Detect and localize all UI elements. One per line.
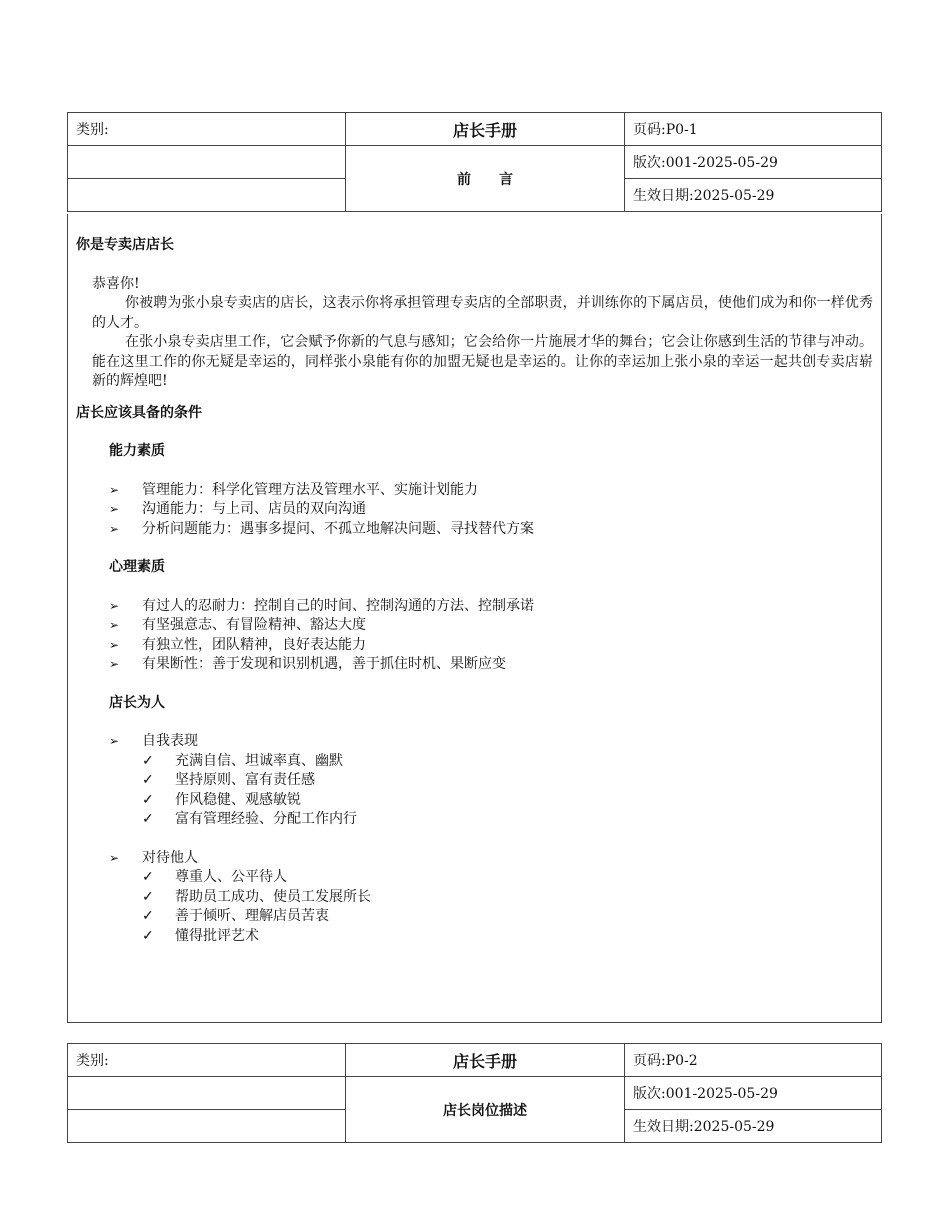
list-item: ➢ 分析问题能力：遇事多提问、不孤立地解决问题、寻找替代方案 <box>76 520 873 540</box>
arrow-bullet-icon: ➢ <box>109 618 120 632</box>
list-item: ✓ 作风稳健、观感敏锐 <box>76 791 873 811</box>
doc-title: 店长手册 <box>346 1044 625 1077</box>
check-bullet-icon: ✓ <box>142 869 154 885</box>
list-item: ➢ 管理能力：科学化管理方法及管理水平、实施计划能力 <box>76 481 873 501</box>
list-item: ✓ 善于倾听、理解店员苦衷 <box>76 907 873 927</box>
list-item: ✓ 懂得批评艺术 <box>76 927 873 947</box>
blank-cell <box>68 179 346 212</box>
blank-cell <box>68 146 346 179</box>
list-item: ➢ 自我表现 <box>76 732 873 752</box>
treating-others-list <box>76 868 873 946</box>
ability-list <box>76 481 873 540</box>
page2-header-table <box>67 1043 882 1143</box>
check-bullet-icon: ✓ <box>142 791 154 808</box>
list-item: ✓ 帮助员工成功、使员工发展所长 <box>76 888 873 908</box>
list-item: ➢ 有果断性：善于发现和识别机遇，善于抓住时机、果断应变 <box>76 655 873 675</box>
arrow-bullet-icon: ➢ <box>109 482 120 497</box>
check-bullet-icon: ✓ <box>142 811 154 827</box>
page-number: 页码:P0-2 <box>625 1044 882 1077</box>
arrow-bullet-icon: ➢ <box>109 657 120 671</box>
list-item: ➢ 有独立性，团队精神，良好表达能力 <box>76 636 873 656</box>
arrow-bullet-icon: ➢ <box>109 734 120 748</box>
personality-list-2 <box>76 849 873 869</box>
list-item: ➢ 有坚强意志、有冒险精神、豁达大度 <box>76 616 873 636</box>
arrow-bullet-icon: ➢ <box>109 598 120 613</box>
arrow-bullet-icon: ➢ <box>109 637 120 652</box>
doc-title: 店长手册 <box>346 113 625 146</box>
page1-content <box>76 236 873 946</box>
list-item: ✓ 充满自信、坦诚率真、幽默 <box>76 752 873 772</box>
subheading-ability: 能力素质 <box>109 443 165 459</box>
intro-paragraph-2: 在张小泉专卖店里工作，它会赋予你新的气息与感知；它会给你一片施展才华的舞台；它会让你感到生活的节律与冲动。能在这里工作的你无疑是幸运的，同样张小泉能有你的加盟无疑也是幸运的。让你的幸运加上张小泉的幸运一起共创专卖店崭新的辉煌吧! <box>92 334 873 389</box>
psychology-list <box>76 597 873 675</box>
self-presentation-list <box>76 752 873 830</box>
list-item: ✓ 富有管理经验、分配工作内行 <box>76 810 873 830</box>
list-item: ➢ 沟通能力：与上司、店员的双向沟通 <box>76 500 873 520</box>
list-item: ➢ 有过人的忍耐力：控制自己的时间、控制沟通的方法、控制承诺 <box>76 597 873 617</box>
section-title: 前 言 <box>346 146 625 212</box>
heading-store-manager: 你是专卖店店长 <box>76 237 174 253</box>
check-bullet-icon: ✓ <box>142 772 154 788</box>
list-item: ✓ 尊重人、公平待人 <box>76 868 873 888</box>
effective-date: 生效日期:2025-05-29 <box>625 179 882 212</box>
greeting: 恭喜你! <box>92 275 140 292</box>
check-bullet-icon: ✓ <box>142 908 154 924</box>
blank-cell <box>68 1077 346 1110</box>
check-bullet-icon: ✓ <box>142 752 154 769</box>
effective-date: 生效日期:2025-05-29 <box>625 1110 882 1143</box>
blank-cell <box>68 1110 346 1143</box>
check-bullet-icon: ✓ <box>142 888 154 905</box>
page1-header-table <box>67 112 882 212</box>
section-title: 店长岗位描述 <box>346 1077 625 1143</box>
list-item: ➢ 对待他人 <box>76 849 873 869</box>
intro-paragraph-1: 你被聘为张小泉专卖店的店长，这表示你将承担管理专卖店的全部职责，并训练你的下属店员，使他们成为和你一样优秀的人才。 <box>92 295 873 331</box>
page1-body <box>67 214 882 1023</box>
category-label: 类别: <box>68 1044 346 1077</box>
version: 版次:001-2025-05-29 <box>625 146 882 179</box>
heading-requirements: 店长应该具备的条件 <box>76 404 202 421</box>
arrow-bullet-icon: ➢ <box>109 502 120 516</box>
arrow-bullet-icon: ➢ <box>109 850 120 865</box>
subheading-psychology: 心理素质 <box>109 559 165 575</box>
personality-list <box>76 732 873 752</box>
check-bullet-icon: ✓ <box>142 927 154 944</box>
arrow-bullet-icon: ➢ <box>109 521 120 536</box>
subheading-personality: 店长为人 <box>109 694 165 711</box>
page-number: 页码:P0-1 <box>625 113 882 146</box>
version: 版次:001-2025-05-29 <box>625 1077 882 1110</box>
category-label: 类别: <box>68 113 346 146</box>
list-item: ✓ 坚持原则、富有责任感 <box>76 771 873 791</box>
